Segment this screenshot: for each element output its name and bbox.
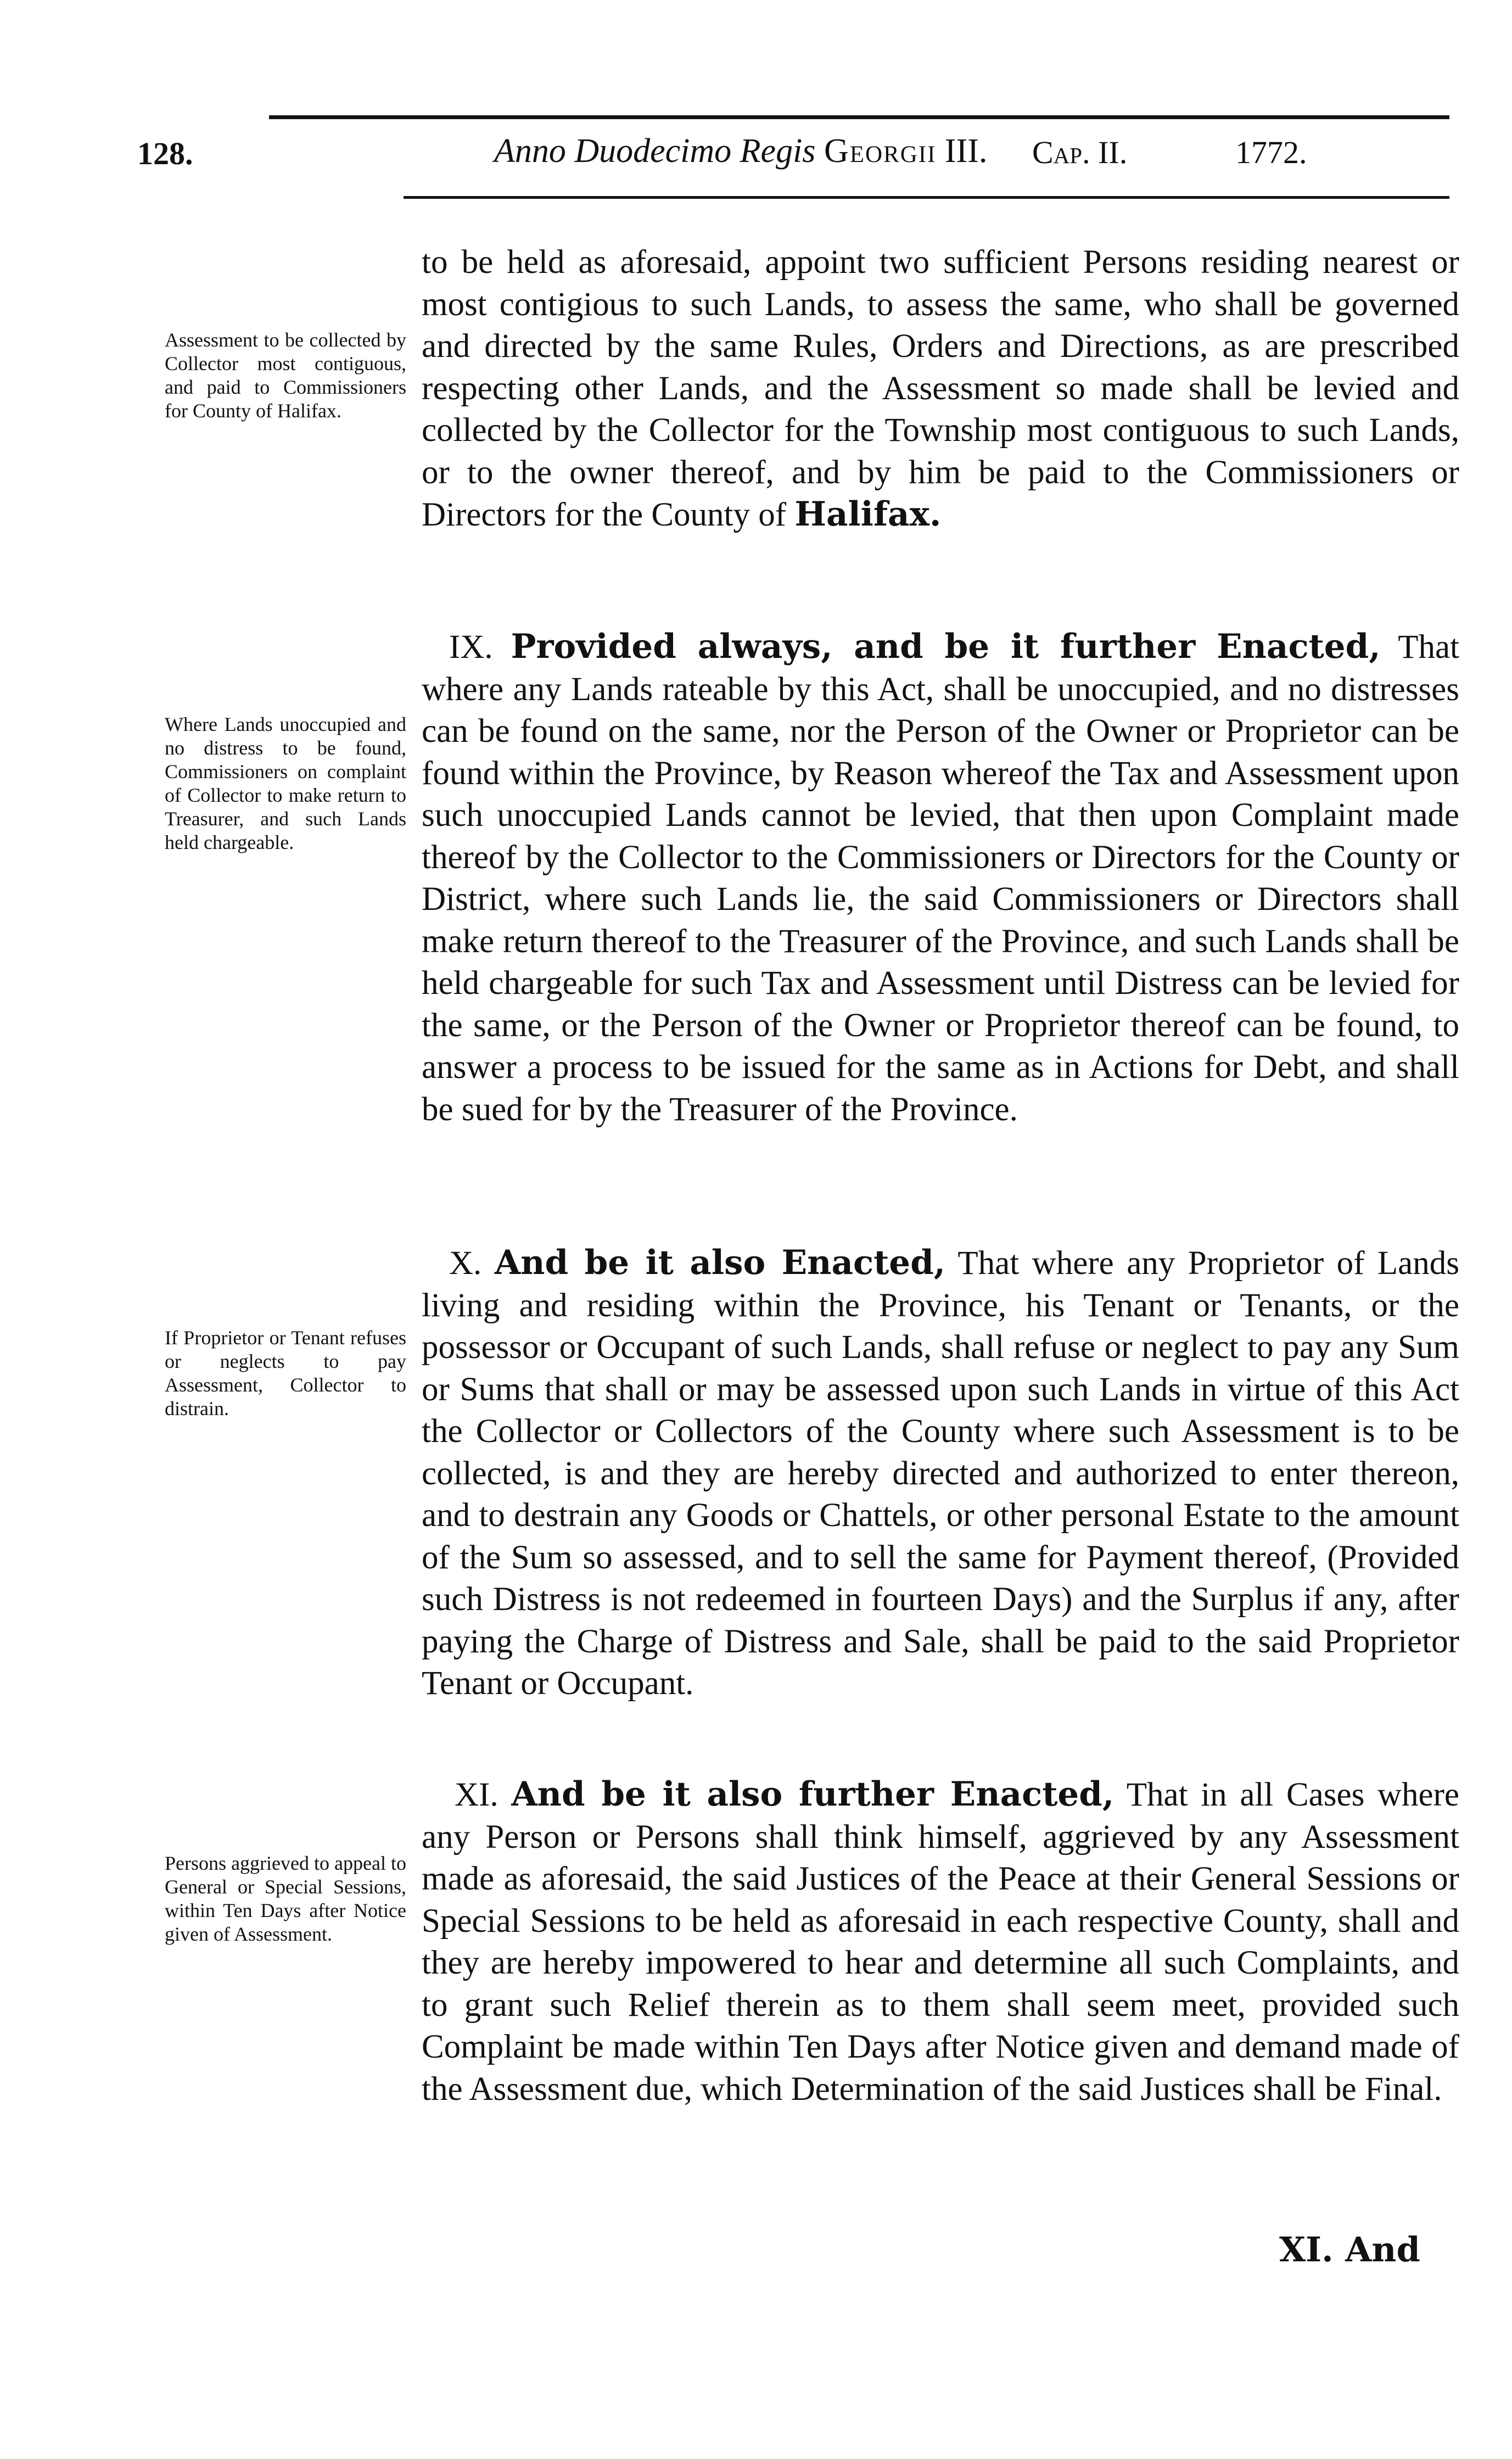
section-xi <box>422 1774 1459 2110</box>
page-number: 128. <box>137 136 193 171</box>
section-number: X. <box>449 1245 482 1282</box>
margin-note-appeal: Persons aggrieved to appeal to General or Special Sessions, within Ten Days after Notice given of Assessment. <box>165 1852 406 1945</box>
chapter-number: Cap. II. <box>1032 135 1128 170</box>
section-body: That in all Cases where any Person or Persons shall think himself, aggrieved by any Assessment made as aforesaid, the said Justices of the Peace at their General Sessions or Special Sessions to be held as aforesaid in each respective County, shall and they are hereby impowered to hear and determine all such Complaints, and to grant such Relief therein as to them shall seem meet, provided such Complaint be made within Ten Days after Notice given and demand made of the Assessment due, which Determination of the said Justices shall be Final. <box>422 1776 1460 2108</box>
section-continued <box>422 242 1459 536</box>
running-header <box>137 125 1444 191</box>
section-x <box>422 1242 1459 1705</box>
section-number: XI. <box>455 1776 499 1813</box>
header-rule-bottom <box>404 196 1449 199</box>
margin-note-unoccupied-lands: Where Lands unoccupied and no distress to be found, Commissioners on complaint of Collector to make return to Treasurer, and such Lands held chargeable. <box>165 713 406 853</box>
header-rule-top <box>269 115 1449 119</box>
running-title-regnal: III. <box>944 132 988 170</box>
running-title <box>494 132 987 171</box>
section-enacting-clause: And be it also Enacted, <box>494 1243 945 1282</box>
year: 1772. <box>1235 135 1307 170</box>
running-title-italic: Anno Duodecimo Regis <box>494 132 816 170</box>
place-name-halifax: Halifax. <box>794 495 942 534</box>
margin-note-distrain: If Proprietor or Tenant refuses or neglects to pay Assessment, Collector to distrain. <box>165 1327 406 1419</box>
section-ix <box>422 626 1459 1131</box>
catchword: XI. And <box>1279 2229 1420 2270</box>
section-number: IX. <box>449 629 493 666</box>
running-title-king: Georgii <box>824 132 937 170</box>
margin-note-assessment-collection: Assessment to be collected by Collector most contiguous, and paid to Commissioners for County of Halifax. <box>165 329 406 422</box>
section-enacting-clause: Provided always, and be it further Enacted, <box>511 627 1381 666</box>
section-body: to be held as aforesaid, appoint two sufficient Persons residing nearest or most contigious to such Lands, to assess the same, who shall be governed and directed by the same Rules, Orders and Directions, as are prescribed respecting other Lands, and the Assessment so made shall be levied and collected by the Collector for the Township most contiguous to such Lands, or to the owner thereof, and by him be paid to the Commissioners or Directors for the County of <box>422 244 1459 533</box>
section-enacting-clause: And be it also further Enacted, <box>511 1775 1115 1814</box>
section-body: That where any Lands rateable by this Act, shall be unoccupied, and no distresses can be found on the same, nor the Person of the Owner or Proprietor can be found within the Province, by Reason whereof the Tax and Assessment upon such unoccupied Lands cannot be levied, that then upon Complaint made thereof by the Collector to the Commissioners or Directors for the County or District, where such Lands lie, the said Commissioners or Directors shall make return thereof to the Treasurer of the Province, and such Lands shall be held chargeable for such Tax and Assessment until Distress can be levied for the same, or the Person of the Owner or Proprietor thereof can be found, to answer a process to be issued for the same as in Actions for Debt, and shall be sued for by the Treasurer of the Province. <box>422 629 1459 1128</box>
section-body: That where any Proprietor of Lands living and residing within the Province, his Tenant or Tenants, or the possessor or Occupant of such Lands, shall refuse or neglect to pay any Sum or Sums that shall or may be assessed upon such Lands in virtue of this Act the Collector or Collectors of the County where such Assessment is to be collected, is and they are hereby directed and authorized to enter thereon, and to destrain any Goods or Chattels, or other personal Estate to the amount of the Sum so assessed, and to sell the same for Payment thereof, (Provided such Distress is not redeemed in fourteen Days) and the Surplus if any, after paying the Charge of Distress and Sale, shall be paid to the said Proprietor Tenant or Occupant. <box>422 1245 1459 1702</box>
